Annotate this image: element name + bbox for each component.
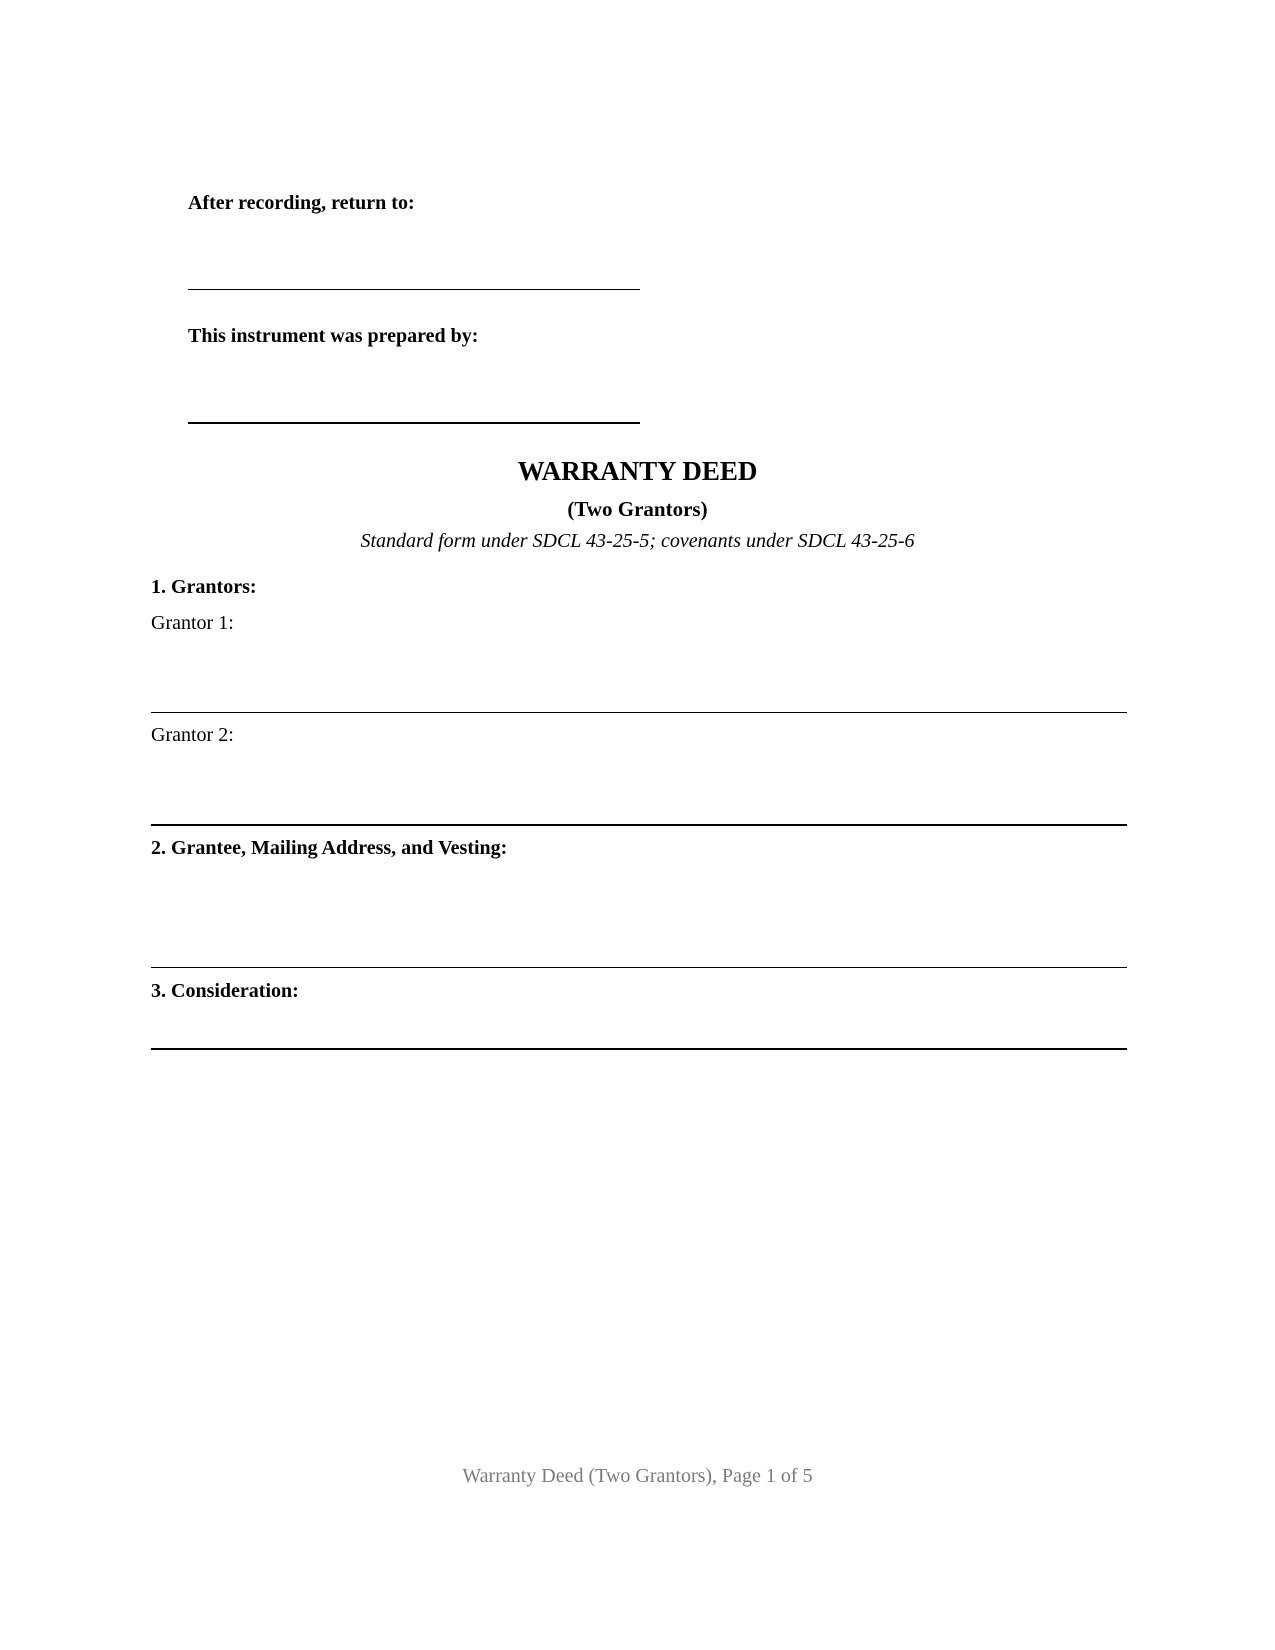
grantor1-field[interactable] xyxy=(151,640,1127,712)
prepared-by-label: This instrument was prepared by: xyxy=(188,325,479,347)
consideration-heading: 3. Consideration: xyxy=(151,980,299,1002)
prepared-by-underline xyxy=(188,422,640,424)
grantor2-label: Grantor 2: xyxy=(151,724,234,746)
consideration-field[interactable] xyxy=(151,1008,1127,1048)
page-footer: Warranty Deed (Two Grantors), Page 1 of 5 xyxy=(462,1465,813,1487)
grantor1-label: Grantor 1: xyxy=(151,612,234,634)
prepared-by-field[interactable] xyxy=(188,368,640,422)
grantor1-underline xyxy=(151,712,1127,713)
grantors-heading: 1. Grantors: xyxy=(151,576,257,598)
document-subtitle: (Two Grantors) xyxy=(567,497,708,521)
grantee-underline xyxy=(151,967,1127,968)
grantee-heading: 2. Grantee, Mailing Address, and Vesting: xyxy=(151,837,508,859)
consideration-underline xyxy=(151,1048,1127,1050)
grantor2-field[interactable] xyxy=(151,752,1127,824)
grantee-field[interactable] xyxy=(151,866,1127,967)
return-to-label: After recording, return to: xyxy=(188,192,415,214)
statute-note: Standard form under SDCL 43-25-5; covenants under SDCL 43-25-6 xyxy=(360,530,915,552)
document-title: WARRANTY DEED xyxy=(517,456,758,486)
return-to-underline xyxy=(188,289,640,290)
grantor2-underline xyxy=(151,824,1127,826)
return-to-field[interactable] xyxy=(188,235,640,289)
